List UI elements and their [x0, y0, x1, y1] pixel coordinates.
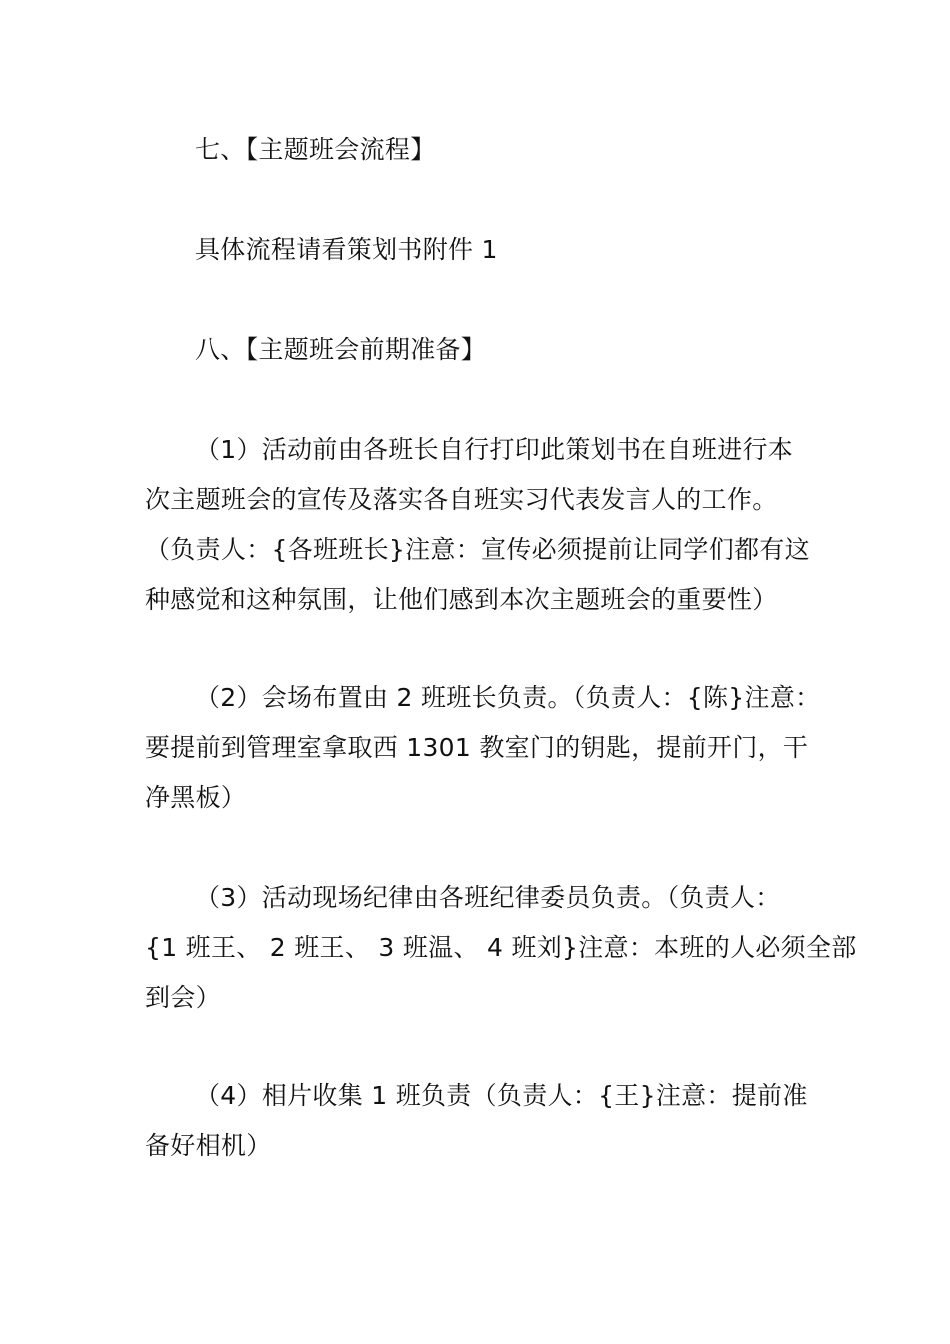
- prep-item-4-line-1: （4）相片收集 1 班负责（负责人：{王}注意：提前准: [195, 1081, 808, 1110]
- prep-item-4-line-2: 备好相机）: [145, 1131, 272, 1160]
- prep-item-2-line-2: 要提前到管理室拿取西 1301 教室门的钥匙，提前开门，干: [145, 733, 809, 762]
- prep-item-3-line-1: （3）活动现场纪律由各班纪律委员负责。（负责人：: [195, 883, 781, 912]
- section-heading-8: 八、【主题班会前期准备】: [195, 335, 487, 364]
- prep-item-3-line-2: {1 班王、 2 班王、 3 班温、 4 班刘}注意：本班的人必须全部: [145, 933, 857, 962]
- prep-item-2-line-1: （2）会场布置由 2 班班长负责。（负责人：{陈}注意：: [195, 683, 821, 712]
- flow-note: 具体流程请看策划书附件 1: [195, 235, 498, 264]
- prep-item-1-line-2: 次主题班会的宣传及落实各自班实习代表发言人的工作。: [145, 485, 778, 514]
- prep-item-1-line-1: （1）活动前由各班长自行打印此策划书在自班进行本: [195, 435, 794, 464]
- prep-item-1-line-3: （负责人：{各班班长}注意：宣传必须提前让同学们都有这: [145, 535, 810, 564]
- prep-item-2-line-3: 净黑板）: [145, 783, 247, 812]
- prep-item-3-line-3: 到会）: [145, 983, 221, 1012]
- section-heading-7: 七、【主题班会流程】: [195, 135, 436, 164]
- prep-item-1-line-4: 种感觉和这种氛围，让他们感到本次主题班会的重要性）: [145, 585, 778, 614]
